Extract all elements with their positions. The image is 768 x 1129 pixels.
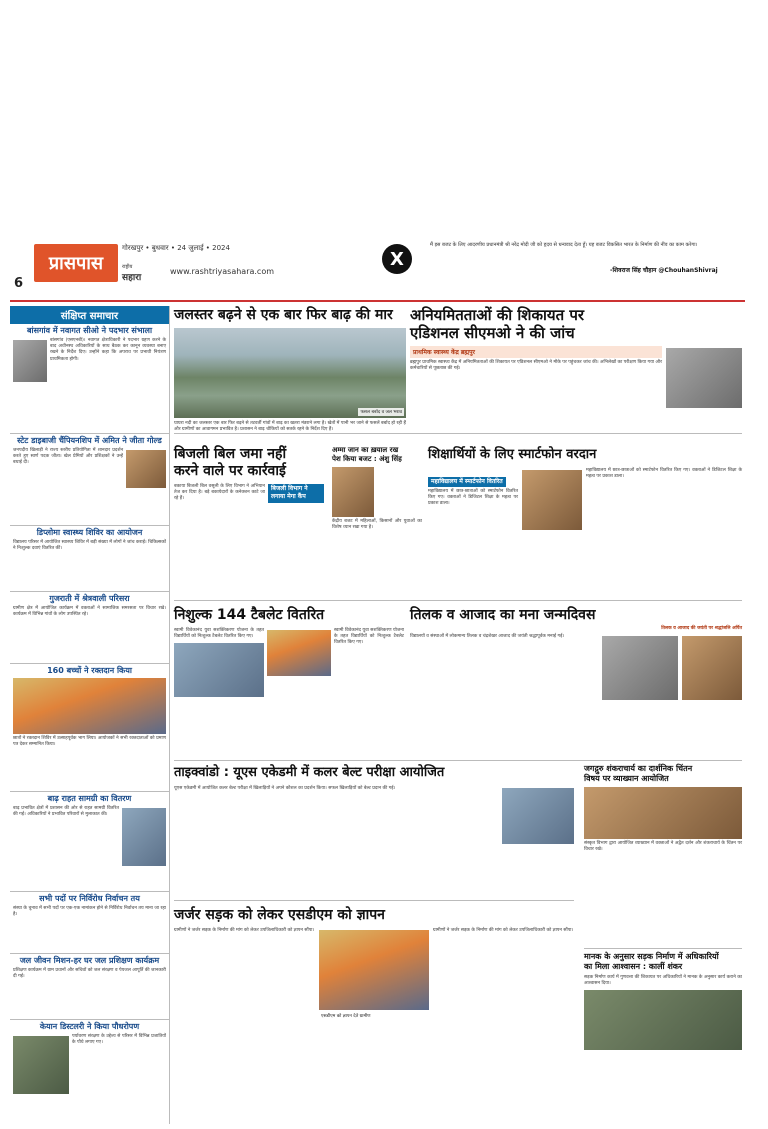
budget-headline-2: पेश किया बजट : अंशु सिंह <box>332 455 402 463</box>
brief-photo <box>122 808 166 866</box>
road-memo-caption: एसडीएम को ज्ञापन देते ग्रामीण <box>319 1012 429 1020</box>
tablet-headline: निशुल्क 144 टैबलेट वितरित <box>174 607 325 623</box>
brief-text: बाढ़ प्रभावित क्षेत्रों में प्रशासन की ओर से राहत सामग्री वितरित की गई। अधिकारियों ने प्रभावित परिवारों से मुलाकात की। <box>13 806 119 818</box>
brief-news-column <box>10 306 170 1124</box>
road-memo-story <box>174 906 574 1124</box>
tilak-tag: तिलक व आजाद की जयंती पर श्रद्धांजलि अर्पित <box>661 626 742 631</box>
brief-headline: स्टेट डाइबाजी चैंपियनशिप में अमित ने जीता गोल्ड <box>17 436 162 445</box>
brief-photo <box>13 1036 69 1094</box>
tilak-text: विद्यालयों व संस्थाओं में लोकमान्य तिलक व चंद्रशेखर आजाद की जयंती श्रद्धापूर्वक मनाई गई। <box>410 634 565 640</box>
header-quote: मैं इस बजट के लिए आदरणीय प्रधानमंत्री श्री नरेंद्र मोदी जी को हृदय से धन्यवाद देता हूँ। यह बजट विकसित भारत के निर्माण की नींव का काम करेगा। <box>430 242 698 248</box>
electricity-headline-1: बिजली बिल जमा नहीं <box>174 446 287 462</box>
tilak-photo-2 <box>682 636 742 700</box>
brief-story <box>10 434 169 526</box>
x-logo-icon: X <box>382 244 412 274</box>
tilak-photo <box>602 636 678 700</box>
tablet-text: स्वामी विवेकानंद युवा सशक्तिकरण योजना के तहत विद्यार्थियों को निःशुल्क टैबलेट वितरित किए गए। <box>174 628 264 640</box>
road-memo-text-2: ग्रामीणों ने जर्जर सड़क के निर्माण की मांग को लेकर उपजिलाधिकारी को ज्ञापन सौंपा। <box>433 928 574 933</box>
brief-text: पर्यावरण संरक्षण के उद्देश्य से परिसर में विभिन्न प्रजातियों के पौधे लगाए गए। <box>72 1034 166 1046</box>
road-standard-headline-2: का मिला आश्वासन : कालीं शंकर <box>584 962 683 971</box>
brief-story <box>10 664 169 792</box>
tilak-headline: तिलक व आजाद का मना जन्मदिवस <box>410 607 596 623</box>
electricity-headline-2: करने वाले पर कार्रवाई <box>174 463 286 479</box>
brand-small: राष्ट्रीय <box>122 264 133 270</box>
road-memo-photo <box>319 930 429 1010</box>
brief-photo <box>13 340 47 382</box>
dateline: गोरखपुर • बुधवार • 24 जुलाई • 2024 <box>122 244 230 252</box>
lecture-photo <box>584 787 742 839</box>
brief-story <box>10 526 169 592</box>
brief-text: जनपदीय खिलाड़ी ने राज्य स्तरीय प्रतियोगिता में शानदार प्रदर्शन करते हुए स्वर्ण पदक जीता। खेल प्रेमियों और प्रशिक्षकों ने उन्हें बधाई दी। <box>13 448 123 466</box>
brief-story <box>10 1020 169 1110</box>
lead-photo-caption: फसल बर्बाद व जल भराव <box>360 410 402 415</box>
tablet-text-2: स्वामी विवेकानंद युवा सशक्तिकरण योजना के तहत विद्यार्थियों को निःशुल्क टैबलेट वितरित किए गए। <box>334 628 404 646</box>
brief-text: संस्था के चुनाव में सभी पदों पर एक-एक नामांकन होने से निर्विरोध निर्वाचन तय माना जा रहा है। <box>13 906 166 918</box>
budget-story <box>332 446 422 596</box>
divider <box>174 600 742 601</box>
smartphone-headline: शिक्षार्थियों के लिए स्मार्टफोन वरदान <box>428 447 597 462</box>
lead-text: घाघरा नदी का जलस्तर एक बार फिर बढ़ने से तटवर्ती गांवों में बाढ़ का खतरा मंडराने लगा है। खेतों में पानी भर जाने से फसलें बर्बाद हो रही हैं और ग्रामीणों का आवागमन प्रभावित है। प्रशासन ने बाढ़ चौकियों को सतर्क रहने के निर्देश दिए हैं। <box>174 421 406 433</box>
lecture-headline-1: जगद्गुरु शंकराचार्य का दार्शनिक चिंतन <box>584 764 693 773</box>
brief-text: ग्रामीण क्षेत्र में आयोजित कार्यक्रम में वक्ताओं ने सामाजिक समरसता पर विचार रखे। कार्यक्रम में विभिन्न गांवों के लोग उपस्थित रहे। <box>13 606 166 618</box>
brief-headline: डिप्लोमा स्वास्थ्य शिविर का आयोजन <box>36 528 143 537</box>
audit-photo <box>666 348 742 408</box>
brief-text: छात्रों ने रक्तदान शिविर में उत्साहपूर्वक भाग लिया। आयोजकों ने सभी रक्तदाताओं को प्रमाण पत्र देकर सम्मानित किया। <box>13 736 166 748</box>
website-url: www.rashtriyasahara.com <box>170 267 275 276</box>
electricity-tag: बिजली विभाग ने लगाया मेगा कैंप <box>268 484 324 503</box>
divider <box>174 760 742 761</box>
page-number: 6 <box>14 276 24 291</box>
brief-text: प्रशिक्षण कार्यक्रम में ग्राम प्रधानों और सचिवों को जल संरक्षण व पेयजल आपूर्ति की जानकारी दी गई। <box>13 968 166 980</box>
lecture-story <box>584 764 742 944</box>
brief-story <box>10 792 169 892</box>
brief-story <box>10 892 169 954</box>
smartphone-story <box>428 446 742 596</box>
budget-photo <box>332 467 374 517</box>
brief-headline: बांसगांव में नवागत सीओ ने पदभार संभाला <box>26 326 153 335</box>
taekwondo-photo <box>502 788 574 844</box>
brand <box>122 264 141 283</box>
budget-headline-1: अम्मा जान का ख़याल रख <box>332 446 399 454</box>
audit-headline-1: अनियमितताओं की शिकायत पर <box>410 306 585 324</box>
brief-headline: केयान डिस्टलरी ने किया पौधरोपण <box>39 1022 140 1031</box>
brief-news-title: संक्षिप्त समाचार <box>10 306 169 324</box>
brief-story <box>10 592 169 664</box>
lecture-text: संस्कृत विभाग द्वारा आयोजित व्याख्यान में वक्ताओं ने अद्वैत दर्शन और शंकराचार्य के चिंतन पर विचार रखे। <box>584 841 742 853</box>
brief-headline: जल जीवन मिशन-हर घर जल प्रशिक्षण कार्यक्रम <box>19 956 160 965</box>
lead-headline: जलस्तर बढ़ने से एक बार फिर बाढ़ की मार <box>174 307 393 323</box>
budget-text: केंद्रीय बजट में महिलाओं, किसानों और युवाओं का विशेष ध्यान रखा गया है। <box>332 519 422 531</box>
divider <box>174 433 742 434</box>
quote-handle: -शिवराज सिंह चौहान @ChouhanShivraj <box>610 267 718 274</box>
audit-story <box>410 306 742 428</box>
road-standard-photo <box>584 990 742 1050</box>
smartphone-tag: महाविद्यालय में स्मार्टफोन वितरित <box>428 477 506 487</box>
electricity-story <box>174 446 324 596</box>
page-header <box>10 242 745 302</box>
tablet-story <box>174 606 404 756</box>
brief-story <box>10 954 169 1020</box>
brief-text: विद्यालय परिसर में आयोजित स्वास्थ्य शिविर में बड़ी संख्या में लोगों ने जांच कराई। चिकित्सकों ने निःशुल्क दवाएं वितरित कीं। <box>13 540 166 552</box>
brief-headline: 160 बच्चों ने रक्तदान किया <box>47 666 132 675</box>
brief-headline: सभी पदों पर निर्विरोध निर्वाचन तय <box>39 894 140 903</box>
section-logo: प्रासपास <box>34 244 118 282</box>
lead-photo <box>174 328 406 418</box>
audit-tag: प्राथमिक स्वास्थ्य केंद्र ब्रह्मपुर <box>410 346 662 358</box>
brand-name: सहारा <box>122 273 142 283</box>
road-standard-text: सड़क निर्माण कार्य में गुणवत्ता की शिकायत पर अधिकारियों ने मानक के अनुसार कार्य कराने का आश्वासन दिया। <box>584 975 742 987</box>
electricity-text: बकाया बिजली बिल वसूली के लिए विभाग ने अभियान तेज कर दिया है। बड़े बकायेदारों के कनेक्शन काटे जा रहे हैं। <box>174 484 265 502</box>
brief-story <box>10 324 169 434</box>
brief-headline: गुजराती में श्रेत्रवाली परिसरा <box>49 594 130 603</box>
smartphone-photo <box>522 470 582 530</box>
tablet-photo-2 <box>267 630 331 676</box>
smartphone-text-2: महाविद्यालय में छात्र-छात्राओं को स्मार्टफोन वितरित किए गए। वक्ताओं ने डिजिटल शिक्षा के महत्व पर प्रकाश डाला। <box>586 468 742 480</box>
road-standard-headline-1: मानक के अनुसार सड़क निर्माण में अधिकारियों <box>584 952 719 961</box>
road-memo-text: ग्रामीणों ने जर्जर सड़क के निर्माण की मांग को लेकर उपजिलाधिकारी को ज्ञापन सौंपा। <box>174 928 315 933</box>
audit-text: ब्रह्मपुर प्राथमिक स्वास्थ्य केंद्र में अनियमितताओं की शिकायत पर एडिशनल सीएमओ ने मौके पर पहुंचकर जांच की। अभिलेखों का परीक्षण किया गया और कर्मचारियों से पूछताछ की गई। <box>410 360 662 372</box>
smartphone-text: महाविद्यालय में छात्र-छात्राओं को स्मार्टफोन वितरित किए गए। वक्ताओं ने डिजिटल शिक्षा के महत्व पर प्रकाश डाला। <box>428 489 518 507</box>
brief-headline: बाढ़ राहत सामग्री का वितरण <box>47 794 132 803</box>
lecture-headline-2: विषय पर व्याख्यान आयोजित <box>584 774 669 783</box>
brief-photo <box>13 678 166 734</box>
road-memo-headline: जर्जर सड़क को लेकर एसडीएम को ज्ञापन <box>174 907 385 923</box>
taekwondo-text: यूएस एकेडमी में आयोजित कलर बेल्ट परीक्षा में खिलाड़ियों ने अपने कौशल का प्रदर्शन किया। सफल खिलाड़ियों को बेल्ट प्रदान की गई। <box>174 786 396 791</box>
taekwondo-headline: ताइक्वांडो : यूएस एकेडमी में कलर बेल्ट परीक्षा आयोजित <box>174 765 445 780</box>
tablet-photo <box>174 643 264 697</box>
tilak-story <box>410 606 742 756</box>
divider <box>584 948 742 949</box>
brief-photo <box>126 450 166 488</box>
taekwondo-story <box>174 764 574 894</box>
brief-text: बांसगांव (एसएनबी)। नवागत क्षेत्राधिकारी ने पदभार ग्रहण करने के बाद अधीनस्थ अधिकारियों के साथ बैठक कर कानून व्यवस्था बनाए रखने के निर्देश दिए। उन्होंने कहा कि अपराध पर प्रभावी नियंत्रण प्राथमिकता होगी। <box>50 338 166 362</box>
audit-headline-2: एडिशनल सीएमओ ने की जांच <box>410 324 575 342</box>
divider <box>174 900 574 901</box>
road-standard-story <box>584 952 742 1122</box>
